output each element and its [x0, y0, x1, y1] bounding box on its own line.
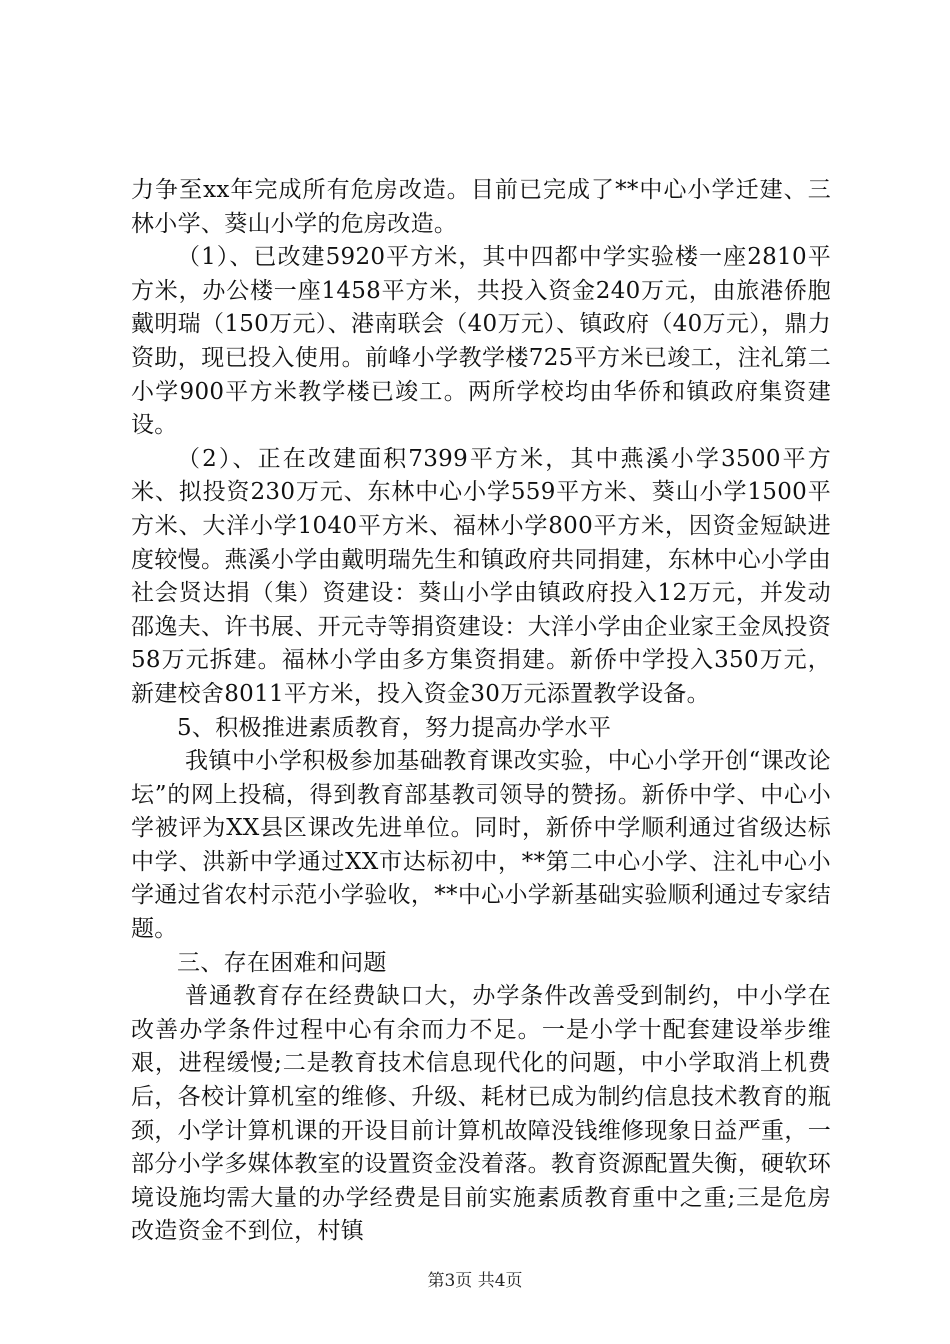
paragraph-item-2: （2）、正在改建面积7399平方米，其中燕溪小学3500平方米、拟投资230万元、东林中心小学559平方米、葵山小学1500平方米、大洋小学1040平方米、福林小学800平方米，因资金短缺进度较慢。燕溪小学由戴明瑞先生和镇政府共同捐建，东林中心小学由社会贤达捐（集）资建设：葵山小学由镇政府投入12万元，并发动邵逸夫、许书展、开元寺等捐资建设：大洋小学由企业家王金凤投资58万元拆建。福林小学由多方集资捐建。新侨中学投入350万元，新建校舍8011平方米，投入资金30万元添置教学设备。 [131, 445, 831, 707]
page-number-label: 第3页 共4页 [427, 1271, 523, 1291]
section-heading-3: 三、存在困难和问题 [177, 949, 387, 976]
page-footer [0, 1270, 950, 1292]
paragraph-difficulties: 普通教育存在经费缺口大，办学条件改善受到制约，中小学在改善办学条件过程中心有余而力不足。一是小学十配套建设举步维艰，进程缓慢;二是教育技术信息现代化的问题，中小学取消上机费后，各校计算机室的维修、升级、耗材已成为制约信息技术教育的瓶颈，小学计算机课的开设目前计算机故障没钱维修现象日益严重，一部分小学多媒体教室的设置资金没着落。教育资源配置失衡，硬软环境设施均需大量的办学经费是目前实施素质教育重中之重;三是危房改造资金不到位，村镇 [131, 983, 831, 1245]
section-heading-5: 5、积极推进素质教育，努力提高办学水平 [177, 714, 612, 741]
document-body [131, 174, 831, 1249]
paragraph-quality-education: 我镇中小学积极参加基础教育课改实验，中心小学开创“课改论坛”的网上投稿，得到教育部基教司领导的赞扬。新侨中学、中心小学被评为XX县区课改先进单位。同时，新侨中学顺利通过省级达标中学、洪新中学通过XX市达标初中，**第二中心小学、注礼中心小学通过省农村示范小学验收，**中心小学新基础实验顺利通过专家结题。 [131, 748, 831, 943]
paragraph-item-1: （1）、已改建5920平方米，其中四都中学实验楼一座2810平方米，办公楼一座1458平方米，共投入资金240万元，由旅港侨胞戴明瑞（150万元）、港南联会（40万元）、镇政府（40万元），鼎力资助，现已投入使用。前峰小学教学楼725平方米已竣工，注礼第二小学900平方米教学楼已竣工。两所学校均由华侨和镇政府集资建设。 [131, 244, 831, 439]
paragraph-continuation: 力争至xx年完成所有危房改造。目前已完成了**中心小学迁建、三林小学、葵山小学的危房改造。 [131, 177, 831, 237]
